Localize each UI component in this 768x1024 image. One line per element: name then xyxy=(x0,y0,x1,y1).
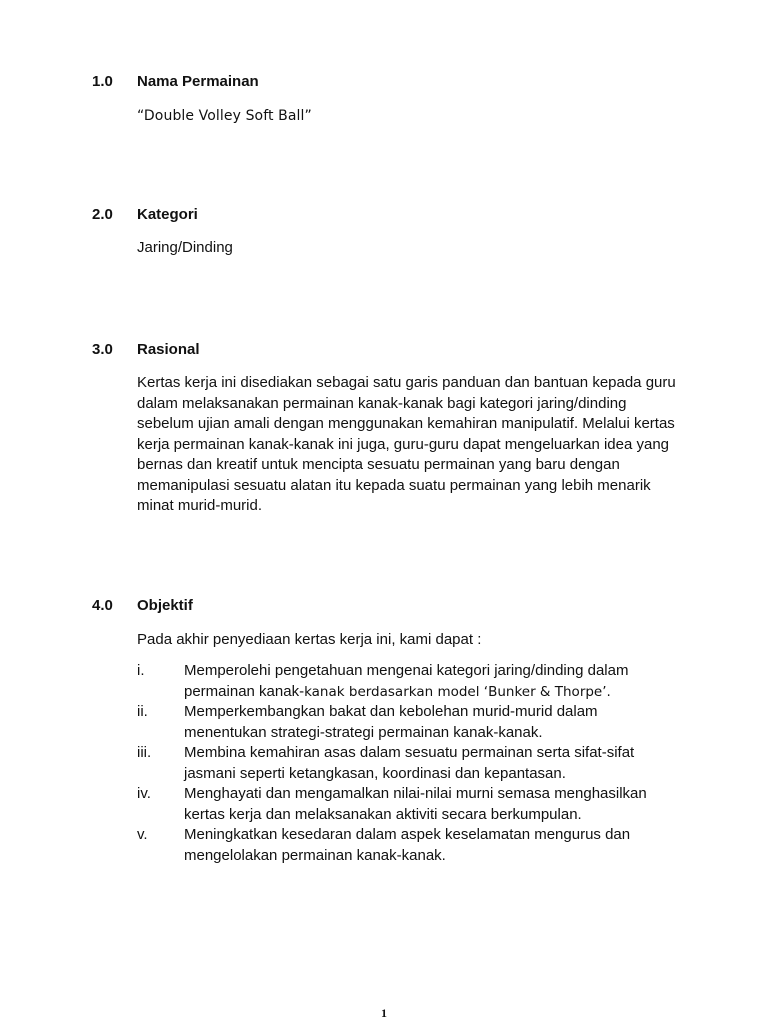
objective-line-part: permainan kanak- xyxy=(184,682,305,700)
objective-item xyxy=(137,784,697,825)
objective-numeral: iii. xyxy=(137,744,152,761)
section-number: 1.0 xyxy=(92,73,113,90)
objective-numeral: ii. xyxy=(137,703,148,720)
rationale-line: memanipulasi sesuatu alatan itu kepada suatu permainan yang lebih menarik xyxy=(137,476,651,494)
section-number: 4.0 xyxy=(92,597,113,614)
objective-numeral: i. xyxy=(137,662,145,679)
objective-item xyxy=(137,661,697,702)
rationale-line: kerja permainan kanak-kanak ini juga, guru-guru dapat mengeluarkan idea yang xyxy=(137,435,670,453)
section-number: 3.0 xyxy=(92,341,113,358)
category-value: Jaring/Dinding xyxy=(137,239,233,256)
objective-line: mengelolakan permainan kanak-kanak. xyxy=(184,846,446,864)
objective-line: Memperkembangkan bakat dan kebolehan murid-murid dalam xyxy=(184,703,598,720)
rationale-line: dalam melaksanakan permainan kanak-kanak bagi kategori jaring/dinding xyxy=(137,394,627,412)
section-heading-3 xyxy=(92,341,200,359)
objective-line xyxy=(184,682,697,703)
objective-line: menentukan strategi-strategi permainan kanak-kanak. xyxy=(184,723,543,741)
objective-line: Meningkatkan kesedaran dalam aspek keselamatan mengurus dan xyxy=(184,826,631,843)
objective-line: kertas kerja dan melaksanakan aktiviti secara berkumpulan. xyxy=(184,805,582,823)
objectives-list xyxy=(137,661,697,866)
objective-line: Menghayati dan mengamalkan nilai-nilai murni semasa menghasilkan xyxy=(184,785,647,802)
objective-item xyxy=(137,825,697,866)
objective-line: Memperolehi pengetahuan mengenai kategori jaring/dinding dalam xyxy=(184,662,629,679)
section-heading-4 xyxy=(92,597,193,615)
rationale-line: bernas dan kreatif untuk mencipta sesuatu permainan yang baru dengan xyxy=(137,456,620,473)
objective-intro: Pada akhir penyediaan kertas kerja ini, kami dapat : xyxy=(137,631,482,648)
rationale-line: Kertas kerja ini disediakan sebagai satu garis panduan dan bantuan kepada guru xyxy=(137,374,676,391)
section-heading-1 xyxy=(92,73,259,91)
rationale-line: minat murid-murid. xyxy=(137,497,263,514)
objective-item xyxy=(137,702,697,743)
section-number: 2.0 xyxy=(92,206,113,223)
page-number: 1 xyxy=(381,1006,387,1020)
objective-line-reference: kanak berdasarkan model ‘Bunker & Thorpe’. xyxy=(304,683,611,700)
section-title: Kategori xyxy=(137,206,198,223)
objective-line: jasmani seperti ketangkasan, koordinasi dan kepantasan. xyxy=(184,764,566,782)
objective-line: Membina kemahiran asas dalam sesuatu permainan serta sifat-sifat xyxy=(184,744,635,761)
objective-numeral: v. xyxy=(137,826,148,843)
section-title: Rasional xyxy=(137,341,200,358)
game-name: “Double Volley Soft Ball” xyxy=(137,108,312,124)
rationale-line: sebelum ujian amali dengan menggunakan kemahiran manipulatif. Melalui kertas xyxy=(137,415,675,432)
objective-numeral: iv. xyxy=(137,785,151,802)
section-heading-2 xyxy=(92,206,198,224)
section-title: Objektif xyxy=(137,597,193,614)
section-title: Nama Permainan xyxy=(137,73,259,90)
objective-item xyxy=(137,743,697,784)
rationale-paragraph xyxy=(137,373,697,517)
